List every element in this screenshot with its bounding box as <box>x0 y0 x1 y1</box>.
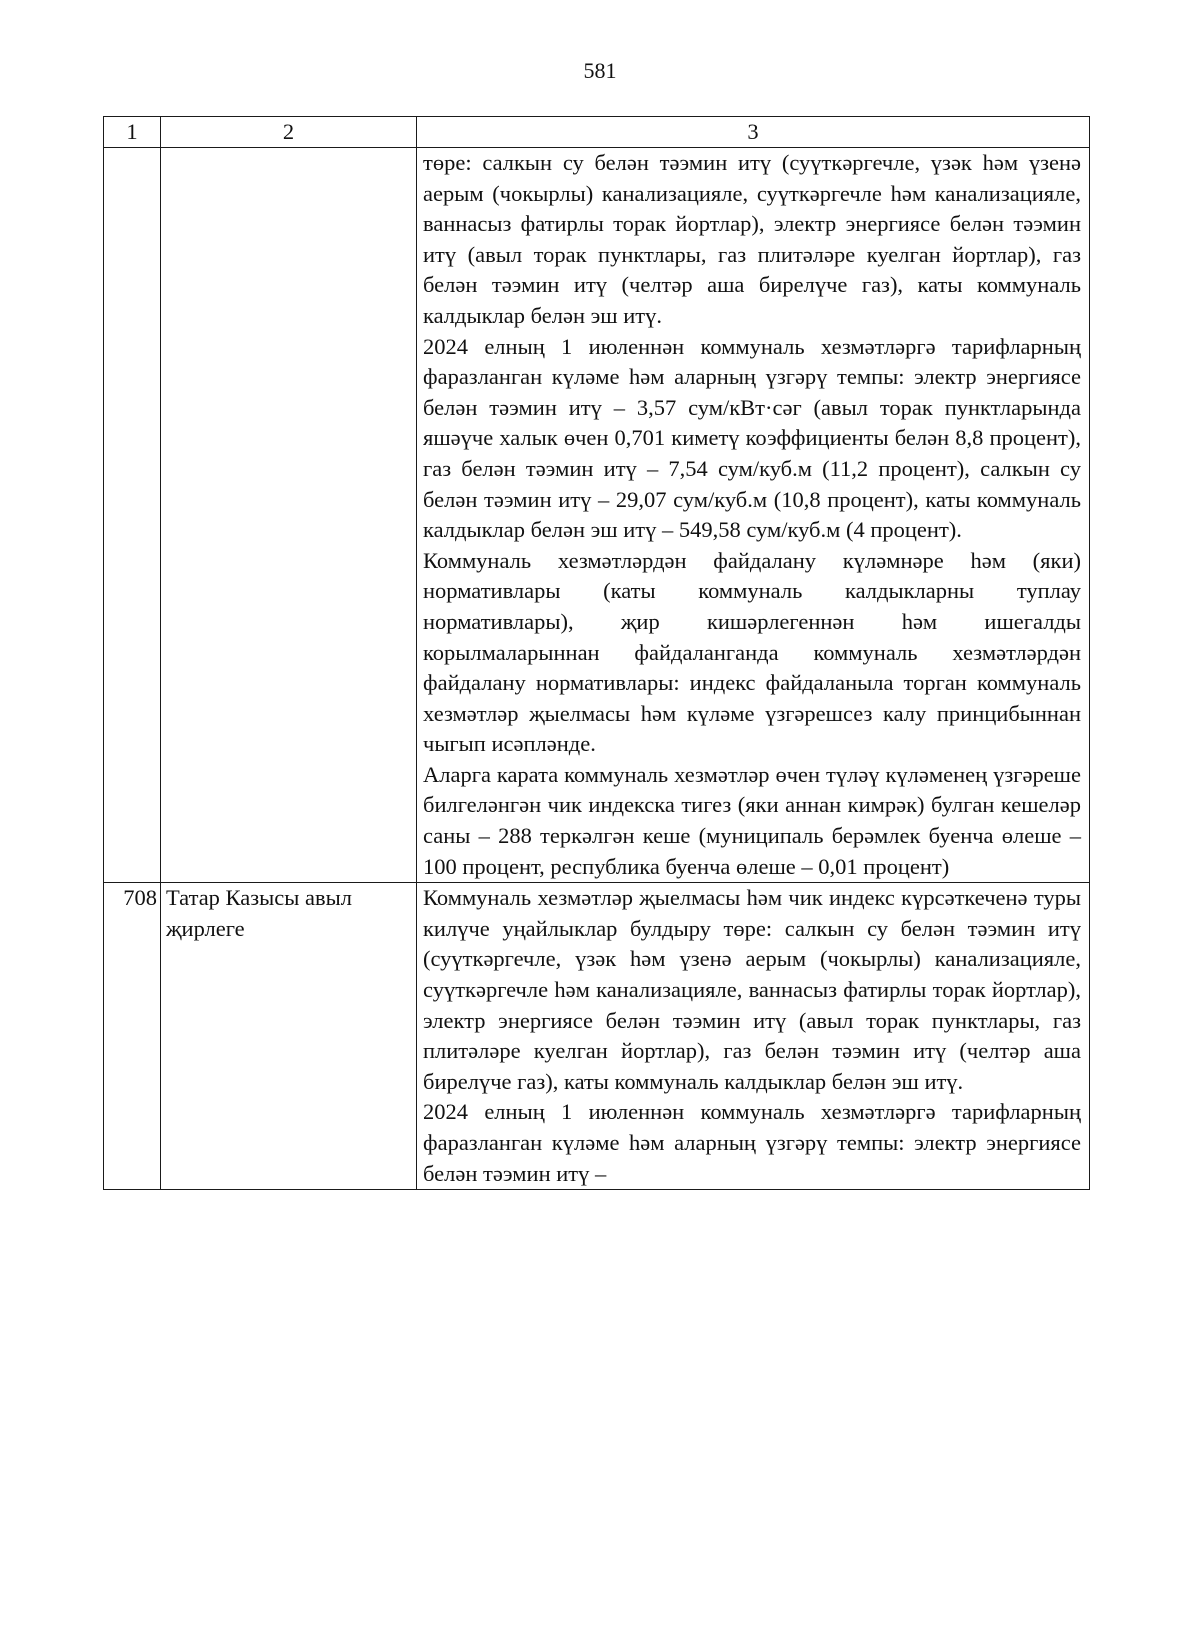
row-content <box>417 883 1090 1190</box>
tariff-table <box>103 116 1090 1190</box>
content-paragraph: Коммуналь хезмәтләрдән файдалану күләмнәре һәм (яки) нормативлары (каты коммуналь калдыкларны туплау нормативлары), җир кишәрлегеннән һәм ишегалды корылмаларыннан файдаланганда коммуналь хезмәтләрдән файдалану нормативлары: индекс файдаланыла торган коммуналь хезмәтләр җыелмасы һәм күләме үзгәрешсез калу принцибыннан чыгып исәпләнде. <box>423 547 1081 757</box>
header-col-3: 3 <box>417 117 1090 148</box>
table-row <box>104 883 1090 1190</box>
table-row <box>104 148 1090 883</box>
content-paragraph: төре: салкын су белән тәэмин итү (суүткәргечле, үзәк һәм үзенә аерым (чокырлы) канализацияле, суүткәргечле һәм канализацияле, ваннасыз фатирлы торак йортлар), электр энергиясе белән тәэмин итү (авыл торак пунктлары, газ плитәләре куелган йортлар), газ белән тәэмин итү (челтәр аша бирелүче газ), каты коммуналь калдыклар белән эш итү. <box>423 150 1081 328</box>
content-paragraph: Коммуналь хезмәтләр җыелмасы һәм чик индекс күрсәткеченә туры килүче уңайлыклар булдыру төре: салкын су белән тәэмин итү (суүткәргечле, үзәк һәм үзенә аерым (чокырлы) канализацияле, суүткәргечле һәм канализацияле, ваннасыз фатирлы торак йортлар), электр энергиясе белән тәэмин итү (авыл торак пунктлары, газ плитәләре куелган йортлар), газ белән тәэмин итү (челтәр аша бирелүче газ), каты коммуналь калдыклар белән эш итү. <box>423 885 1081 1094</box>
header-row <box>104 117 1090 148</box>
content-paragraph: Аларга карата коммуналь хезмәтләр өчен түләү күләменең үзгәреше билгеләнгән чик индекска тигез (яки аннан кимрәк) булган кешеләр саны – 288 теркәлгән кеше (муниципаль берәмлек буенча өлеше – 100 процент, республика буенча өлеше – 0,01 процент) <box>423 761 1081 879</box>
content-paragraph: 2024 елның 1 июленнән коммуналь хезмәтләргә тарифларның фаразланган күләме һәм аларның үзгәрү темпы: электр энергиясе белән тәэмин итү – <box>423 1099 1081 1186</box>
settlement-name <box>161 148 417 883</box>
header-col-2: 2 <box>161 117 417 148</box>
header-col-1: 1 <box>104 117 161 148</box>
content-paragraph: 2024 елның 1 июленнән коммуналь хезмәтләргә тарифларның фаразланган күләме һәм аларның үзгәрү темпы: электр энергиясе белән тәэмин итү – 3,57 сум/кВт·сәг (авыл торак пунктларында яшәүче халык өчен 0,701 киметү коэффициенты белән 8,8 процент), газ белән тәэмин итү – 7,54 сум/куб.м (11,2 процент), салкын су белән тәэмин итү – 29,07 сум/куб.м (10,8 процент), каты коммуналь калдыклар белән эш итү – 549,58 сум/куб.м (4 процент). <box>423 333 1081 543</box>
row-content <box>417 148 1090 883</box>
table-header <box>104 117 1090 148</box>
row-number: 708 <box>104 883 161 1190</box>
row-number <box>104 148 161 883</box>
page-number: 581 <box>583 58 617 83</box>
settlement-name: Татар Казысы авыл җирлеге <box>161 883 417 1190</box>
